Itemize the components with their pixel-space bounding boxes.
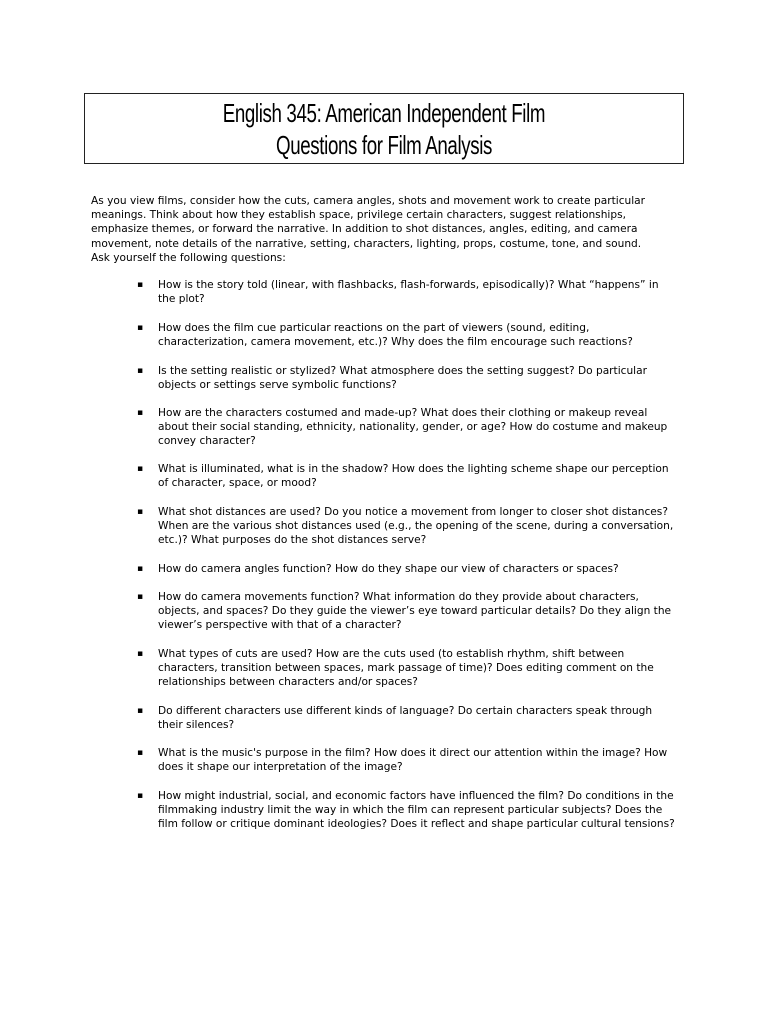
question-text: Is the setting realistic or stylized? What atmosphere does the setting suggest? Do particular objects or settings serve symbolic functions? (158, 365, 647, 392)
document-title: Questions for Film Analysis (275, 129, 493, 160)
bullet-icon: ▪ (137, 649, 144, 659)
question-text: How are the characters costumed and made-up? What does their clothing or makeup reveal about their social standing, ethnicity, nationality, gender, or age? How do costume and makeup convey character? (158, 407, 668, 448)
question-text: What is the music's purpose in the film? How does it direct our attention within the image? How does it shape our interpretation of the image? (158, 747, 668, 774)
bullet-icon: ▪ (137, 280, 144, 290)
bullet-icon: ▪ (137, 706, 144, 716)
bullet-icon: ▪ (137, 791, 144, 801)
question-text: What shot distances are used? Do you notice a movement from longer to closer shot distances? When are the various shot distances used (e.g., the opening of the scene, during a conversation, etc.)? What purposes do the shot distances serve? (158, 506, 674, 547)
question-text: How do camera movements function? What information do they provide about characters, objects, and spaces? Do they guide the viewer’s eye toward particular details? Do they align the viewer’s perspective with that of a character? (158, 591, 672, 632)
bullet-icon: ▪ (137, 464, 144, 474)
question-text: What types of cuts are used? How are the cuts used (to establish rhythm, shift between characters, transition between spaces, mark passage of time)? Does editing comment on the relationships between characters and/or spaces? (158, 648, 654, 689)
bullet-icon: ▪ (137, 323, 144, 333)
title-box (84, 93, 684, 164)
question-text: How do camera angles function? How do they shape our view of characters or spaces? (158, 563, 619, 575)
intro-paragraph: As you view films, consider how the cuts, camera angles, shots and movement work to create particular meanings. Think about how they establish space, privilege certain characters, suggest relationships, emphasize themes, or forward the narrative. In addition to shot distances, angles, editing, and camera movement, note details of the narrative, setting, characters, lighting, props, costume, tone, and sound. Ask yourself the following questions: (91, 195, 646, 264)
question-text: How is the story told (linear, with flashbacks, flash-forwards, episodically)? What “happens” in the plot? (158, 279, 659, 306)
bullet-icon: ▪ (137, 748, 144, 758)
course-title: English 345: American Independent Film (222, 97, 546, 128)
question-text: How might industrial, social, and economic factors have influenced the film? Do conditions in the filmmaking industry limit the way in which the film can represent particular subjects? Does the film follow or critique dominant ideologies? Does it reflect and shape particular cultural tensions? (158, 790, 675, 831)
question-text: How does the film cue particular reactions on the part of viewers (sound, editing, characterization, camera movement, etc.)? Why does the film encourage such reactions? (158, 322, 633, 349)
bullet-icon: ▪ (137, 366, 144, 376)
bullet-icon: ▪ (137, 408, 144, 418)
question-text: What is illuminated, what is in the shadow? How does the lighting scheme shape our perception of character, space, or mood? (158, 463, 669, 490)
bullet-icon: ▪ (137, 592, 144, 602)
bullet-icon: ▪ (137, 564, 144, 574)
question-text: Do different characters use different kinds of language? Do certain characters speak through their silences? (158, 705, 653, 732)
bullet-icon: ▪ (137, 507, 144, 517)
